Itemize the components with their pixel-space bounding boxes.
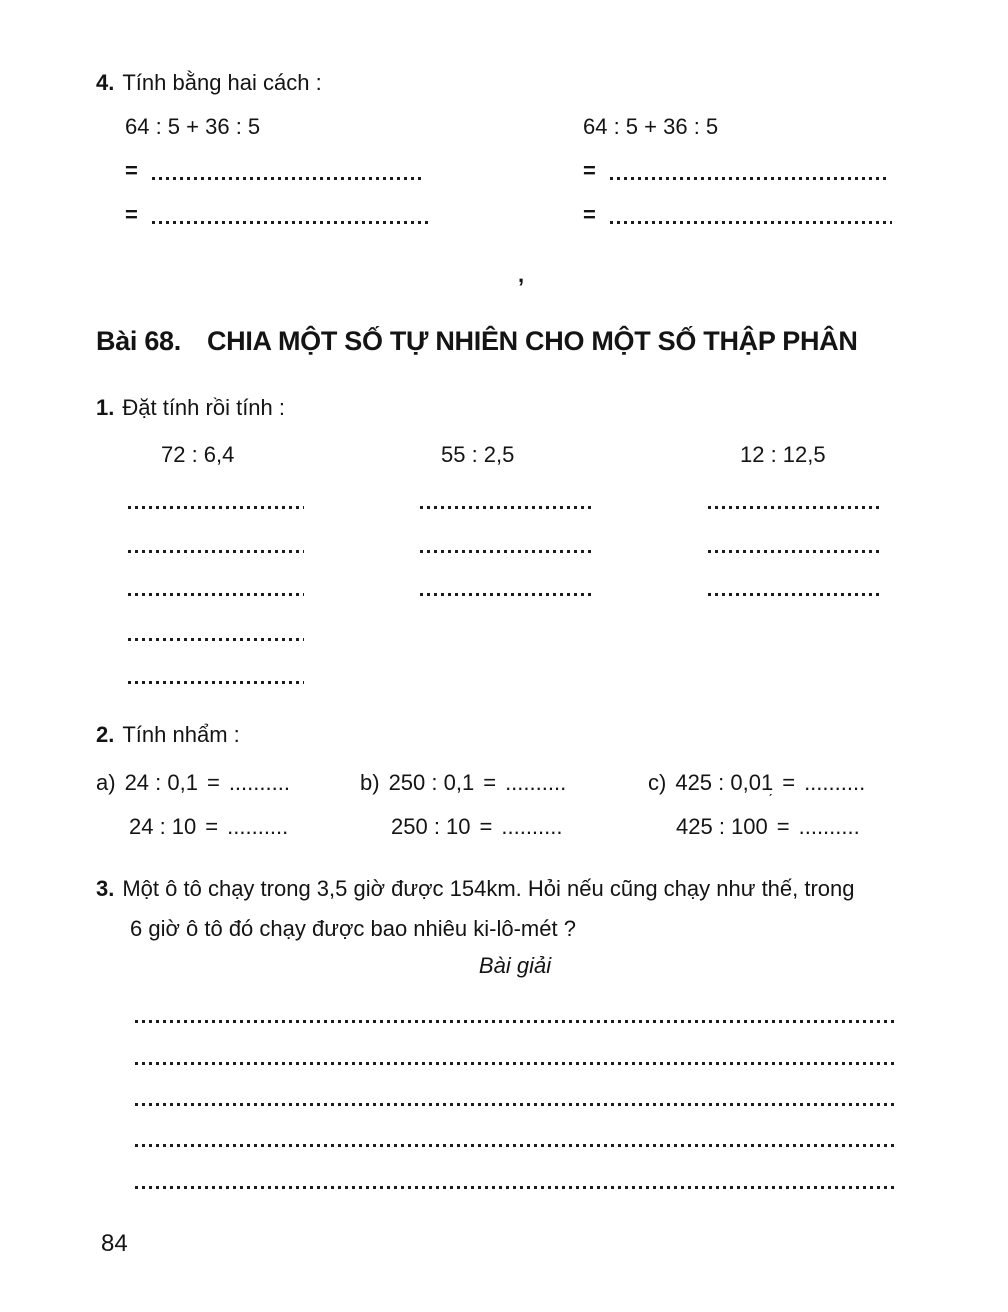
mental-math-item-c — [648, 770, 865, 796]
page-number: 84 — [101, 1230, 128, 1257]
answer-line — [420, 593, 592, 596]
mental-math-item-a — [96, 770, 290, 796]
answer-blank: .......... — [501, 814, 563, 839]
exercise2-number: 2. — [96, 722, 115, 747]
answer-line — [128, 681, 304, 684]
exercise4-heading — [96, 70, 322, 96]
equals-sign: = — [125, 158, 138, 183]
mental-math-item-b — [360, 770, 566, 796]
exercise1-problem-2: 55 : 2,5 — [441, 442, 515, 467]
exercise3-text-line1: Một ô tô chạy trong 3,5 giờ được 154km. Hỏi nếu cũng chạy như thế, trong — [122, 876, 855, 901]
answer-line — [610, 221, 892, 224]
equals-sign: = — [776, 814, 790, 839]
answer-line — [152, 177, 425, 180]
answer-line — [420, 506, 592, 509]
answer-line — [135, 1103, 895, 1106]
answer-blank-row — [583, 158, 890, 184]
equals-sign: = — [583, 158, 596, 183]
equals-sign: = — [483, 770, 497, 795]
exercise1-number: 1. — [96, 395, 115, 420]
answer-line — [135, 1186, 895, 1189]
lesson-title: CHIA MỘT SỐ TỰ NHIÊN CHO MỘT SỐ THẬP PHÂN — [206, 326, 858, 356]
stray-mark: ˊ — [768, 792, 773, 809]
answer-line — [708, 550, 880, 553]
answer-line — [128, 593, 304, 596]
mental-math-item-b2 — [391, 814, 563, 840]
stray-mark: , — [518, 262, 525, 287]
equals-sign: = — [479, 814, 493, 839]
item-expression: 24 : 0,1 — [124, 770, 198, 795]
lesson-number: Bài 68. — [96, 326, 181, 356]
answer-blank: .......... — [804, 770, 866, 795]
answer-blank-row — [125, 158, 425, 184]
answer-blank: .......... — [227, 814, 289, 839]
answer-blank: .......... — [228, 770, 290, 795]
answer-line — [135, 1062, 895, 1065]
mental-math-item-a2 — [129, 814, 288, 840]
answer-line — [420, 550, 592, 553]
exercise3-number: 3. — [96, 876, 115, 901]
answer-line — [610, 177, 890, 180]
equals-sign: = — [205, 814, 219, 839]
exercise1-heading — [96, 395, 285, 421]
equals-sign: = — [782, 770, 796, 795]
exercise1-problem-3: 12 : 12,5 — [740, 442, 826, 467]
answer-line — [128, 638, 304, 641]
exercise4-expression-right: 64 : 5 + 36 : 5 — [583, 114, 719, 139]
answer-line — [708, 506, 880, 509]
exercise4-number: 4. — [96, 70, 115, 95]
item-expression: 425 : 0,01 — [675, 770, 774, 795]
item-expression: 24 : 10 — [129, 814, 197, 839]
answer-line — [708, 593, 880, 596]
answer-line — [152, 221, 428, 224]
equals-sign: = — [583, 202, 596, 227]
exercise3-line1 — [96, 876, 855, 902]
answer-blank-row — [125, 202, 428, 228]
item-label: c) — [648, 770, 667, 795]
answer-blank: .......... — [505, 770, 567, 795]
exercise2-title: Tính nhẩm : — [122, 722, 240, 747]
answer-line — [135, 1144, 895, 1147]
exercise4-expression-left: 64 : 5 + 36 : 5 — [125, 114, 261, 139]
equals-sign: = — [125, 202, 138, 227]
lesson-header — [96, 326, 858, 357]
equals-sign: = — [206, 770, 220, 795]
exercise2-heading — [96, 722, 240, 748]
answer-blank: .......... — [798, 814, 860, 839]
answer-line — [128, 550, 304, 553]
item-label: a) — [96, 770, 116, 795]
item-expression: 250 : 0,1 — [388, 770, 475, 795]
exercise1-title: Đặt tính rồi tính : — [122, 395, 285, 420]
answer-line — [135, 1020, 895, 1023]
exercise3-line2: 6 giờ ô tô đó chạy được bao nhiêu ki-lô-mét ? — [130, 916, 576, 941]
answer-line — [128, 506, 304, 509]
exercise4-title: Tính bằng hai cách : — [122, 70, 322, 95]
item-expression: 425 : 100 — [676, 814, 768, 839]
mental-math-item-c2 — [676, 814, 860, 840]
answer-blank-row — [583, 202, 892, 228]
item-label: b) — [360, 770, 380, 795]
exercise1-problem-1: 72 : 6,4 — [161, 442, 235, 467]
solution-label: Bài giải — [478, 953, 552, 978]
item-expression: 250 : 10 — [391, 814, 471, 839]
